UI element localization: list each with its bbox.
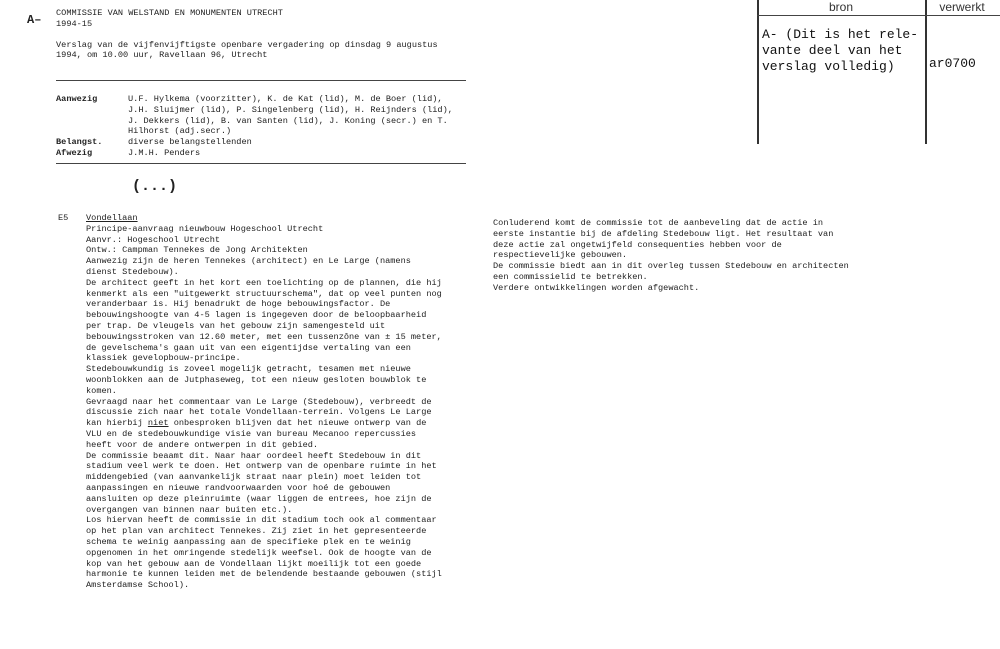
body-line: Ontw.: Campman Tennekes de Jong Architekten <box>86 245 308 256</box>
body-line: komen. <box>86 385 117 396</box>
header-block <box>56 8 438 61</box>
report-line: 1994, om 10.00 uur, Ravellaan 96, Utrecht <box>56 50 268 61</box>
absent-value: J.M.H. Penders <box>128 147 201 158</box>
body-line: een commissielid te betrekken. <box>493 271 648 282</box>
interested-value: diverse belangstellenden <box>128 137 252 148</box>
item-body <box>86 213 442 591</box>
column-header-verwerkt: verwerkt <box>939 0 985 14</box>
emphasis-niet: niet <box>147 418 169 429</box>
body-line: veranderbaar is. Hij benadrukt de hoge bebouwingsfactor. De <box>86 299 391 310</box>
margin-mark: A– <box>27 13 42 27</box>
body-line: harmonie te kunnen leiden met de belendende bestaande gebouwen (stijl <box>86 569 442 580</box>
body-line: per trap. De vleugels van het gebouw zijn samengesteld uit <box>86 320 386 331</box>
body-line: bebouwingsstroken van 12.60 meter, met een tussenzône van ± 15 meter, <box>86 331 442 342</box>
body-line: klassiek gevelopbouw-principe. <box>86 353 241 364</box>
body-line <box>86 418 442 429</box>
body-line: Aanvr.: Hogeschool Utrecht <box>86 234 221 245</box>
spacer <box>56 30 438 40</box>
absent-row <box>56 148 453 159</box>
body-line: Principe-aanvraag nieuwbouw Hogeschool Utrecht <box>86 223 324 234</box>
body-line: eerste instantie bij de afdeling Stedebouw ligt. Het resultaat van <box>493 228 834 239</box>
body-line: aanpassingen en nieuwe randvoorwaarden voor hoé de gebouwen <box>86 482 391 493</box>
body-lines-after <box>86 429 442 591</box>
present-line: Hilhorst (adj.secr.) <box>128 126 232 137</box>
text-segment: kan hierbij <box>86 418 148 429</box>
body-line: schema te weinig aanpassing aan de specifieke plek en te weinig <box>86 536 411 547</box>
body-line: deze actie zal ongetwijfeld consequenties hebben voor de <box>493 239 782 250</box>
item-number: E5 <box>58 213 69 223</box>
box-divider-left <box>757 0 759 144</box>
item-title: Vondellaan <box>86 213 138 223</box>
session-year: 1994-15 <box>56 18 93 29</box>
absent-label: Afwezig <box>56 147 93 158</box>
body-line: Amsterdamse School). <box>86 580 190 591</box>
body-line: De commissie beaamt dit. Naar haar oordeel heeft Stedebouw in dit <box>86 450 422 461</box>
body-line: middengebied (van aanvankelijk straat naar plein) moet leiden tot <box>86 472 422 483</box>
present-label: Aanwezig <box>56 94 98 104</box>
interested-label: Belangst. <box>56 137 103 148</box>
body-line: Gevraagd naar het commentaar van Le Large (Stedebouw), verbreedt de <box>86 396 432 407</box>
body-lines-before <box>86 224 442 418</box>
source-note: A- (Dit is het rele- vante deel van het verslag volledig) <box>762 27 919 74</box>
box-divider-middle <box>925 0 927 144</box>
body-line: heeft voor de andere ontwerpen in dit gebied. <box>86 439 319 450</box>
column-header-bron: bron <box>828 0 854 14</box>
body-line: De commissie biedt aan in dit overleg tussen Stedebouw en architecten <box>493 261 849 272</box>
body-line: De architect geeft in het kort een toelichting op de plannen, die hij <box>86 277 442 288</box>
body-line: Los hiervan heeft de commissie in dit stadium toch ook al commentaar <box>86 515 437 526</box>
present-line: J.H. Sluijmer (lid), P. Singelenberg (lid), H. Reijnders (lid), <box>128 104 453 115</box>
body-line: aansluiten op deze pleinruimte (waar liggen de entrees, hoe zijn de <box>86 493 432 504</box>
body-line: kenmerkt als een "uitgewerkt structuurschema", dat op veel punten nog <box>86 288 442 299</box>
body-line: Conluderend komt de commissie tot de aanbeveling dat de actie in <box>493 218 824 228</box>
body-line: bebouwingshoogte van 4-5 lagen is ingegeven door de beloopbaarheid <box>86 310 427 321</box>
body-line: Verdere ontwikkelingen worden afgewacht. <box>493 282 700 293</box>
divider-bottom <box>56 163 466 164</box>
processed-code: ar0700 <box>929 56 976 71</box>
body-line: VLU en de stedebouwkundige visie van bureau Mecanoo repercussies <box>86 428 417 439</box>
present-line: U.F. Hylkema (voorzitter), K. de Kat (lid), M. de Boer (lid), <box>128 94 443 104</box>
divider-top <box>56 80 466 81</box>
body-line: kop van het gebouw aan de Vondellaan lijkt moeilijk tot een goede <box>86 558 422 569</box>
body-line: Stedebouwkundig is zoveel mogelijk getracht, tesamen met nieuwe <box>86 364 411 375</box>
present-row <box>56 94 453 137</box>
interested-row <box>56 137 453 148</box>
box-header-rule <box>757 15 1000 16</box>
body-line: de gevelschema's gaan uit van een eigentijdse vertaling van een <box>86 342 411 353</box>
organization-name: COMMISSIE VAN WELSTAND EN MONUMENTEN UTRECHT <box>56 8 283 18</box>
body-line: discussie zich naar het totale Vondellaan-terrein. Volgens Le Large <box>86 407 432 418</box>
body-line: respectievelijke gebouwen. <box>493 250 628 261</box>
body-line: stadium veel werk te doen. Het ontwerp van de openbare ruimte in het <box>86 461 437 472</box>
conclusion-block <box>493 218 849 294</box>
omission-ellipsis: (...) <box>132 178 178 195</box>
present-line: J. Dekkers (lid), B. van Santen (lid), J. Koning (secr.) en T. <box>128 115 448 126</box>
body-line: Aanwezig zijn de heren Tennekes (architect) en Le Large (namens <box>86 256 411 267</box>
text-segment: onbesproken blijven dat het nieuwe ontwerp van de <box>168 418 427 429</box>
body-line: dienst Stedebouw). <box>86 266 179 277</box>
present-list <box>128 94 453 137</box>
report-line: Verslag van de vijfenvijftigste openbare vergadering op dinsdag 9 augustus <box>56 39 438 50</box>
body-line: overgangen van binnen naar buiten etc.). <box>86 504 293 515</box>
body-line: op het plan van architect Tennekes. Zij ziet in het gepresenteerde <box>86 526 427 537</box>
item-number-wrap <box>58 213 68 224</box>
body-line: woonblokken aan de Jutphaseweg, tot een nieuw gesloten bouwblok te <box>86 374 427 385</box>
body-line: opgenomen in het omringende stedelijk weefsel. Ook de hoogte van de <box>86 547 432 558</box>
attendance-block <box>56 94 453 159</box>
